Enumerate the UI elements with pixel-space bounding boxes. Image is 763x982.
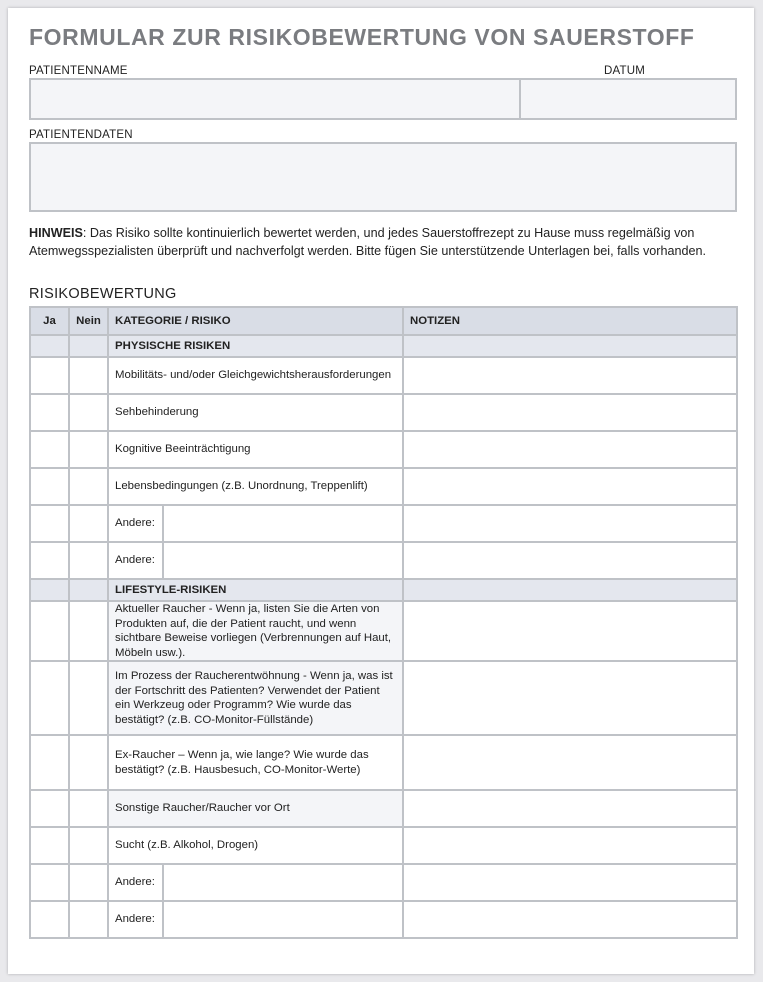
yes-checkbox[interactable] xyxy=(30,661,69,735)
date-field[interactable] xyxy=(519,78,737,120)
header-no: Nein xyxy=(69,307,108,335)
notes-field[interactable] xyxy=(403,394,737,431)
category-label: PHYSISCHE RISIKEN xyxy=(108,335,403,357)
table-row xyxy=(30,661,737,735)
risk-label: Sucht (z.B. Alkohol, Drogen) xyxy=(108,827,403,864)
notes-field[interactable] xyxy=(403,601,737,661)
notes-cell xyxy=(403,579,737,601)
note-paragraph xyxy=(29,224,735,260)
notes-field[interactable] xyxy=(403,864,737,901)
category-row-lifestyle xyxy=(30,579,737,601)
notes-field[interactable] xyxy=(403,735,737,790)
form-page xyxy=(8,8,754,974)
risk-label: Mobilitäts- und/oder Gleichgewichtsherausforderungen xyxy=(108,357,403,394)
notes-field[interactable] xyxy=(403,431,737,468)
notes-field[interactable] xyxy=(403,468,737,505)
risk-label: Ex-Raucher – Wenn ja, wie lange? Wie wurde das bestätigt? (z.B. Hausbesuch, CO-Monitor-Werte) xyxy=(108,735,403,790)
table-row xyxy=(30,790,737,827)
no-checkbox[interactable] xyxy=(69,542,108,579)
no-checkbox[interactable] xyxy=(69,505,108,542)
notes-field[interactable] xyxy=(403,790,737,827)
risk-label: Lebensbedingungen (z.B. Unordnung, Treppenlift) xyxy=(108,468,403,505)
patient-data-field[interactable] xyxy=(29,142,737,212)
yes-checkbox[interactable] xyxy=(30,864,69,901)
table-row xyxy=(30,735,737,790)
table-header-row xyxy=(30,307,737,335)
other-label: Andere: xyxy=(108,542,163,579)
note-bold: HINWEIS xyxy=(29,226,83,240)
yes-checkbox[interactable] xyxy=(30,357,69,394)
header-yes: Ja xyxy=(30,307,69,335)
yes-checkbox[interactable] xyxy=(30,827,69,864)
yes-cell xyxy=(30,579,69,601)
form-title: FORMULAR ZUR RISIKOBEWERTUNG VON SAUERSTOFF xyxy=(29,24,695,50)
yes-checkbox[interactable] xyxy=(30,601,69,661)
notes-field[interactable] xyxy=(403,901,737,938)
risk-table xyxy=(29,306,738,939)
other-field[interactable] xyxy=(163,901,403,938)
notes-field[interactable] xyxy=(403,357,737,394)
table-row xyxy=(30,357,737,394)
yes-checkbox[interactable] xyxy=(30,901,69,938)
no-checkbox[interactable] xyxy=(69,468,108,505)
yes-checkbox[interactable] xyxy=(30,431,69,468)
notes-cell xyxy=(403,335,737,357)
date-label: DATUM xyxy=(604,65,646,77)
patient-name-label: PATIENTENNAME xyxy=(29,65,128,77)
patient-name-field[interactable] xyxy=(29,78,521,120)
notes-field[interactable] xyxy=(403,505,737,542)
table-row xyxy=(30,431,737,468)
notes-field[interactable] xyxy=(403,542,737,579)
yes-checkbox[interactable] xyxy=(30,542,69,579)
table-row xyxy=(30,864,737,901)
notes-field[interactable] xyxy=(403,827,737,864)
table-row xyxy=(30,505,737,542)
no-checkbox[interactable] xyxy=(69,790,108,827)
other-label: Andere: xyxy=(108,901,163,938)
yes-checkbox[interactable] xyxy=(30,505,69,542)
note-text: : Das Risiko sollte kontinuierlich bewertet werden, und jedes Sauerstoffrezept zu Hause muss regelmäßig von Atemwegsspezialisten überprüft und nachverfolgt werden. Bitte fügen Sie unterstützende Unterlagen bei, falls vorhanden. xyxy=(29,226,706,258)
header-notes: NOTIZEN xyxy=(403,307,737,335)
no-checkbox[interactable] xyxy=(69,901,108,938)
other-label: Andere: xyxy=(108,864,163,901)
header-category: KATEGORIE / RISIKO xyxy=(108,307,403,335)
other-field[interactable] xyxy=(163,505,403,542)
table-row xyxy=(30,542,737,579)
no-cell xyxy=(69,335,108,357)
no-checkbox[interactable] xyxy=(69,661,108,735)
patient-data-label: PATIENTENDATEN xyxy=(29,129,133,141)
other-field[interactable] xyxy=(163,542,403,579)
table-row xyxy=(30,827,737,864)
other-label: Andere: xyxy=(108,505,163,542)
category-row-physical xyxy=(30,335,737,357)
no-checkbox[interactable] xyxy=(69,394,108,431)
no-checkbox[interactable] xyxy=(69,431,108,468)
yes-checkbox[interactable] xyxy=(30,394,69,431)
risk-label: Sonstige Raucher/Raucher vor Ort xyxy=(108,790,403,827)
no-checkbox[interactable] xyxy=(69,827,108,864)
no-checkbox[interactable] xyxy=(69,601,108,661)
notes-field[interactable] xyxy=(403,661,737,735)
risk-label: Aktueller Raucher - Wenn ja, listen Sie die Arten von Produkten auf, die der Patient raucht, und wenn sichtbare Beweise vorliegen (Verbrennungen auf Haut, Möbeln usw.). xyxy=(108,601,403,661)
risk-label: Kognitive Beeinträchtigung xyxy=(108,431,403,468)
other-field[interactable] xyxy=(163,864,403,901)
no-checkbox[interactable] xyxy=(69,864,108,901)
category-label: LIFESTYLE-RISIKEN xyxy=(108,579,403,601)
section-title: RISIKOBEWERTUNG xyxy=(29,286,177,302)
table-row xyxy=(30,394,737,431)
yes-checkbox[interactable] xyxy=(30,468,69,505)
no-checkbox[interactable] xyxy=(69,357,108,394)
table-row xyxy=(30,468,737,505)
yes-checkbox[interactable] xyxy=(30,790,69,827)
risk-label: Im Prozess der Raucherentwöhnung - Wenn ja, was ist der Fortschritt des Patienten? Verwendet der Patient ein Werkzeug oder Programm? Wie wurde das bestätigt? (z.B. CO-Monitor-Füllstände) xyxy=(108,661,403,735)
risk-label: Sehbehinderung xyxy=(108,394,403,431)
no-cell xyxy=(69,579,108,601)
yes-checkbox[interactable] xyxy=(30,735,69,790)
table-row xyxy=(30,901,737,938)
no-checkbox[interactable] xyxy=(69,735,108,790)
yes-cell xyxy=(30,335,69,357)
table-row xyxy=(30,601,737,661)
